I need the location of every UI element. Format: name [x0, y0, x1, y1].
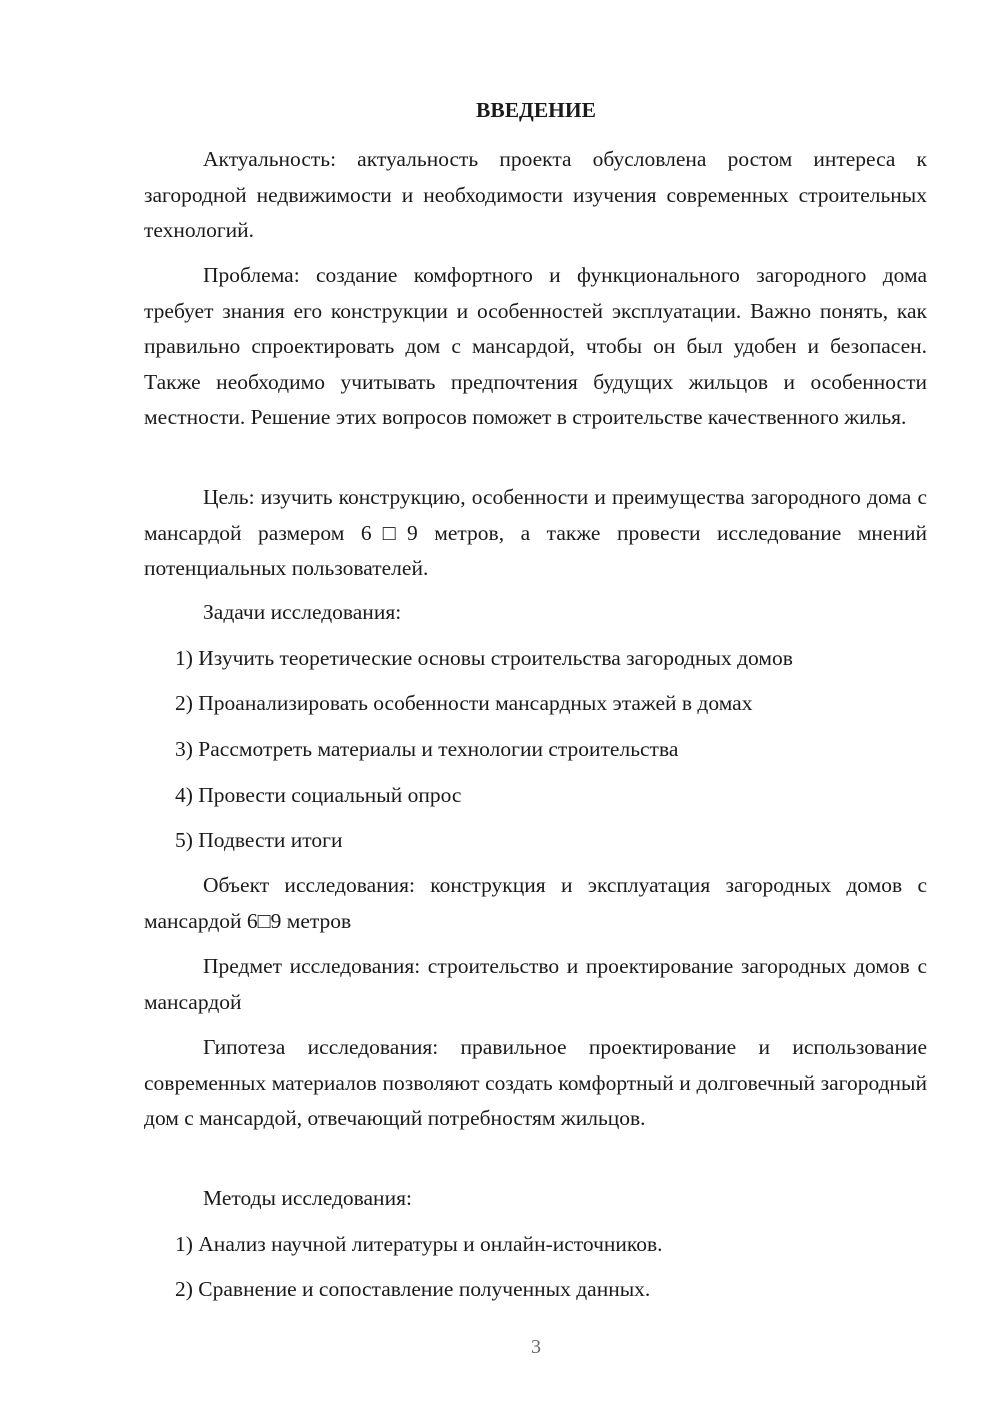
- tasks-heading: Задачи исследования:: [203, 600, 402, 624]
- page-title: ВВЕДЕНИЕ: [476, 98, 596, 122]
- methods-heading: Методы исследования:: [203, 1186, 412, 1210]
- relevance-paragraph: Актуальность: актуальность проекта обусловлена ростом интереса к загородной недвижимости и необходимости изучения современных строительных технологий.: [144, 147, 927, 242]
- list-item: 2) Сравнение и сопоставление полученных данных.: [175, 1277, 651, 1301]
- list-item: 1) Анализ научной литературы и онлайн-источников.: [175, 1232, 663, 1256]
- list-item: 5) Подвести итоги: [175, 828, 343, 852]
- list-item: 3) Рассмотреть материалы и технологии строительства: [175, 737, 679, 761]
- hypothesis-paragraph: Гипотеза исследования: правильное проектирование и использование современных материалов позволяют создать комфортный и долговечный загородный дом с мансардой, отвечающий потребностям жильцов.: [144, 1035, 927, 1130]
- list-item: 2) Проанализировать особенности мансардных этажей в домах: [175, 691, 753, 715]
- page-number: 3: [531, 1336, 541, 1358]
- problem-paragraph: Проблема: создание комфортного и функционального загородного дома требует знания его конструкции и особенностей эксплуатации. Важно понять, как правильно спроектировать дом с мансардой, чтобы он был удобен и безопасен. Также необходимо учитывать предпочтения будущих жильцов и особенности местности. Решение этих вопросов поможет в строительстве качественного жилья.: [144, 263, 927, 429]
- list-item: 1) Изучить теоретические основы строительства загородных домов: [175, 646, 793, 670]
- subject-paragraph: Предмет исследования: строительство и проектирование загородных домов с мансардой: [144, 954, 927, 1014]
- goal-paragraph: Цель: изучить конструкцию, особенности и преимущества загородного дома с мансардой размером 6□9 метров, а также провести исследование мнений потенциальных пользователей.: [144, 485, 927, 580]
- list-item: 4) Провести социальный опрос: [175, 783, 462, 807]
- object-paragraph: Объект исследования: конструкция и эксплуатация загородных домов с мансардой 6□9 метров: [144, 873, 927, 933]
